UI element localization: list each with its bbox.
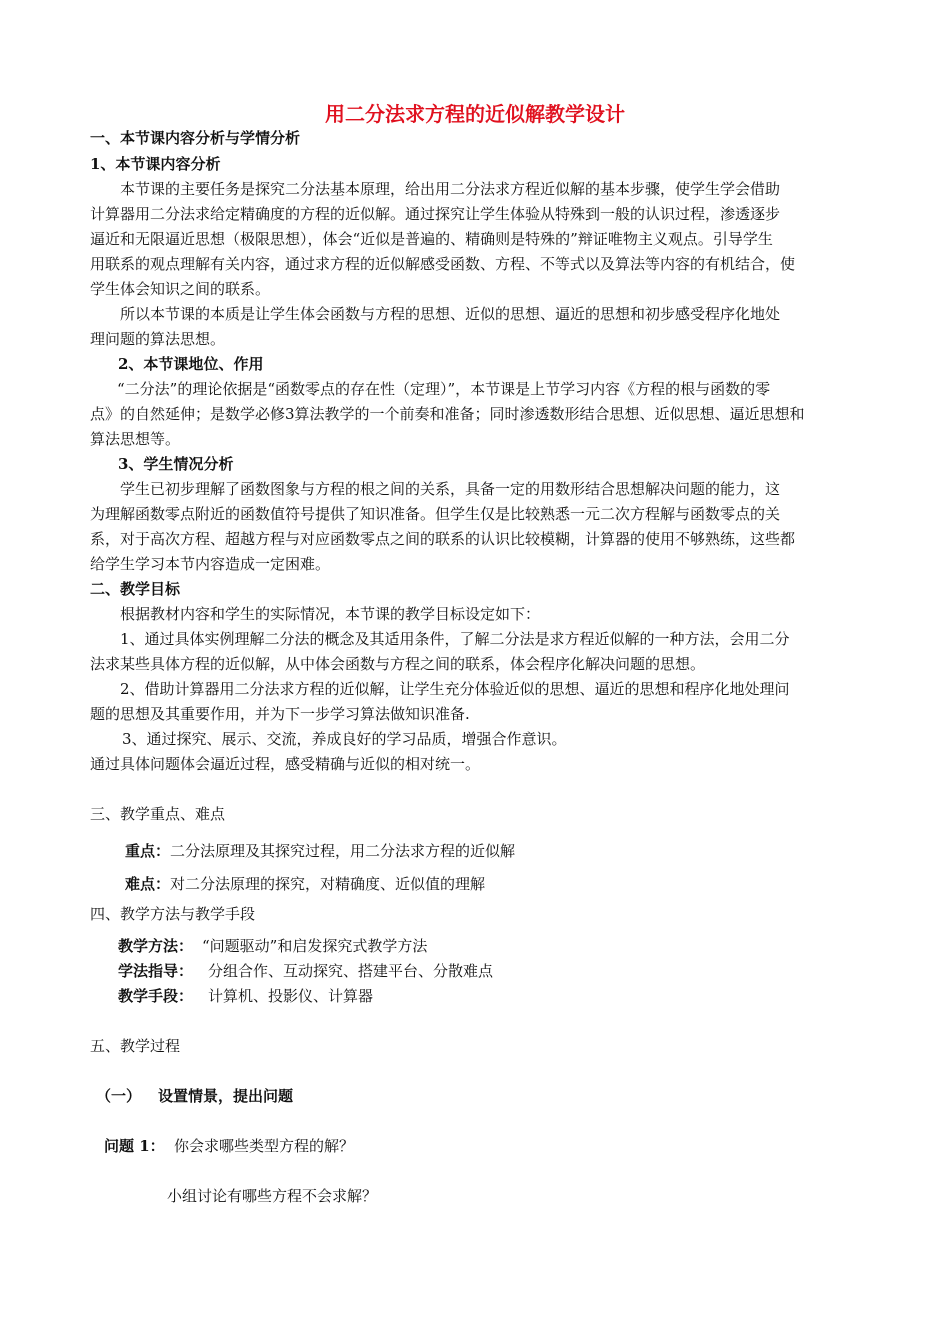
paragraph-line: 根据教材内容和学生的实际情况，本节课的教学目标设定如下： (120, 605, 541, 623)
question1-text: 你会求哪些类型方程的解？ (174, 1137, 355, 1155)
question1-label: 问题 1： (104, 1137, 165, 1155)
paragraph-line: 学生已初步理解了函数图象与方程的根之间的关系，具备一定的用数形结合思想解决问题的能力，这 (120, 480, 781, 498)
paragraph-line: 所以本节课的本质是让学生体会函数与方程的思想、近似的思想、逼近的思想和初步感受程序化地处 (120, 305, 781, 323)
paragraph-line: 算法思想等。 (90, 430, 181, 448)
difficulty-label: 难点： (125, 875, 171, 893)
difficulty-text: 对二分法原理的探究，对精确度、近似值的理解 (170, 875, 486, 893)
sub1-heading: 1、本节课内容分析 (90, 155, 221, 173)
paragraph-line: 为理解函数零点附近的函数值符号提供了知识准备。但学生仅是比较熟悉一元二次方程解与函数零点的关 (90, 505, 781, 523)
paragraph-line: 3、通过探究、展示、交流，养成良好的学习品质，增强合作意识。 (122, 730, 567, 748)
key-point-label: 重点： (125, 842, 171, 860)
method-line (118, 936, 898, 956)
paragraph-line: 计算器用二分法求给定精确度的方程的近似解。通过探究让学生体验从特殊到一般的认识过程，渗透逐步 (90, 205, 781, 223)
guide-text: 分组合作、互动探究、搭建平台、分散难点 (208, 962, 494, 980)
key-point-text: 二分法原理及其探究过程，用二分法求方程的近似解 (170, 842, 516, 860)
paragraph-line: 系，对于高次方程、超越方程与对应函数零点之间的联系的认识比较模糊，计算器的使用不够熟练，这些都 (90, 530, 796, 548)
guide-label: 学法指导： (118, 962, 194, 980)
section3-heading: 三、教学重点、难点 (90, 805, 226, 823)
step1-line (96, 1086, 876, 1106)
step1-number: （一） (96, 1087, 142, 1105)
paragraph-line: 学生体会知识之间的联系。 (90, 280, 271, 298)
section1-heading: 一、本节课内容分析与学情分析 (90, 129, 301, 147)
means-line (118, 986, 898, 1006)
paragraph-line: 理问题的算法思想。 (90, 330, 226, 348)
paragraph-line: 题的思想及其重要作用，并为下一步学习算法做知识准备. (90, 705, 470, 723)
section5-heading: 五、教学过程 (90, 1037, 181, 1055)
section2-heading: 二、教学目标 (90, 580, 181, 598)
sub3-heading: 3、学生情况分析 (118, 455, 234, 473)
document-title: 用二分法求方程的近似解教学设计 (325, 102, 625, 126)
method-text: “问题驱动”和启发探究式教学方法 (202, 937, 428, 955)
question1-followup: 小组讨论有哪些方程不会求解？ (167, 1187, 378, 1205)
difficulty-line (125, 874, 905, 894)
paragraph-line: 用联系的观点理解有关内容，通过求方程的近似解感受函数、方程、不等式以及算法等内容的有机结合，使 (90, 255, 796, 273)
sub2-heading: 2、本节课地位、作用 (118, 355, 264, 373)
paragraph-line: 逼近和无限逼近思想（极限思想），体会“近似是普遍的、精确则是特殊的”辩证唯物主义观点。引导学生 (90, 230, 773, 248)
paragraph-line: 点》的自然延伸；是数学必修3算法教学的一个前奏和准备；同时渗透数形结合思想、近似思想、逼近思想和 (90, 405, 805, 423)
paragraph-line: 通过具体问题体会逼近过程，感受精确与近似的相对统一。 (90, 755, 481, 773)
paragraph-line: 法求某些具体方程的近似解，从中体会函数与方程之间的联系，体会程序化解决问题的思想。 (90, 655, 706, 673)
guide-line (118, 961, 898, 981)
paragraph-line: 本节课的主要任务是探究二分法基本原理，给出用二分法求方程近似解的基本步骤，使学生学会借助 (120, 180, 781, 198)
key-point-line (125, 841, 905, 861)
paragraph-line: “二分法”的理论依据是“函数零点的存在性（定理）”，本节课是上节学习内容《方程的根与函数的零 (117, 380, 771, 398)
question1-line (104, 1136, 884, 1156)
section4-heading: 四、教学方法与教学手段 (90, 905, 256, 923)
paragraph-line: 2、借助计算器用二分法求方程的近似解，让学生充分体验近似的思想、逼近的思想和程序化地处理问 (120, 680, 790, 698)
method-label: 教学方法： (118, 937, 194, 955)
step1-title: 设置情景，提出问题 (158, 1087, 294, 1105)
paragraph-line: 给学生学习本节内容造成一定困难。 (90, 555, 331, 573)
paragraph-line: 1、通过具体实例理解二分法的概念及其适用条件，了解二分法是求方程近似解的一种方法，会用二分 (120, 630, 790, 648)
means-label: 教学手段： (118, 987, 194, 1005)
means-text: 计算机、投影仪、计算器 (208, 987, 374, 1005)
